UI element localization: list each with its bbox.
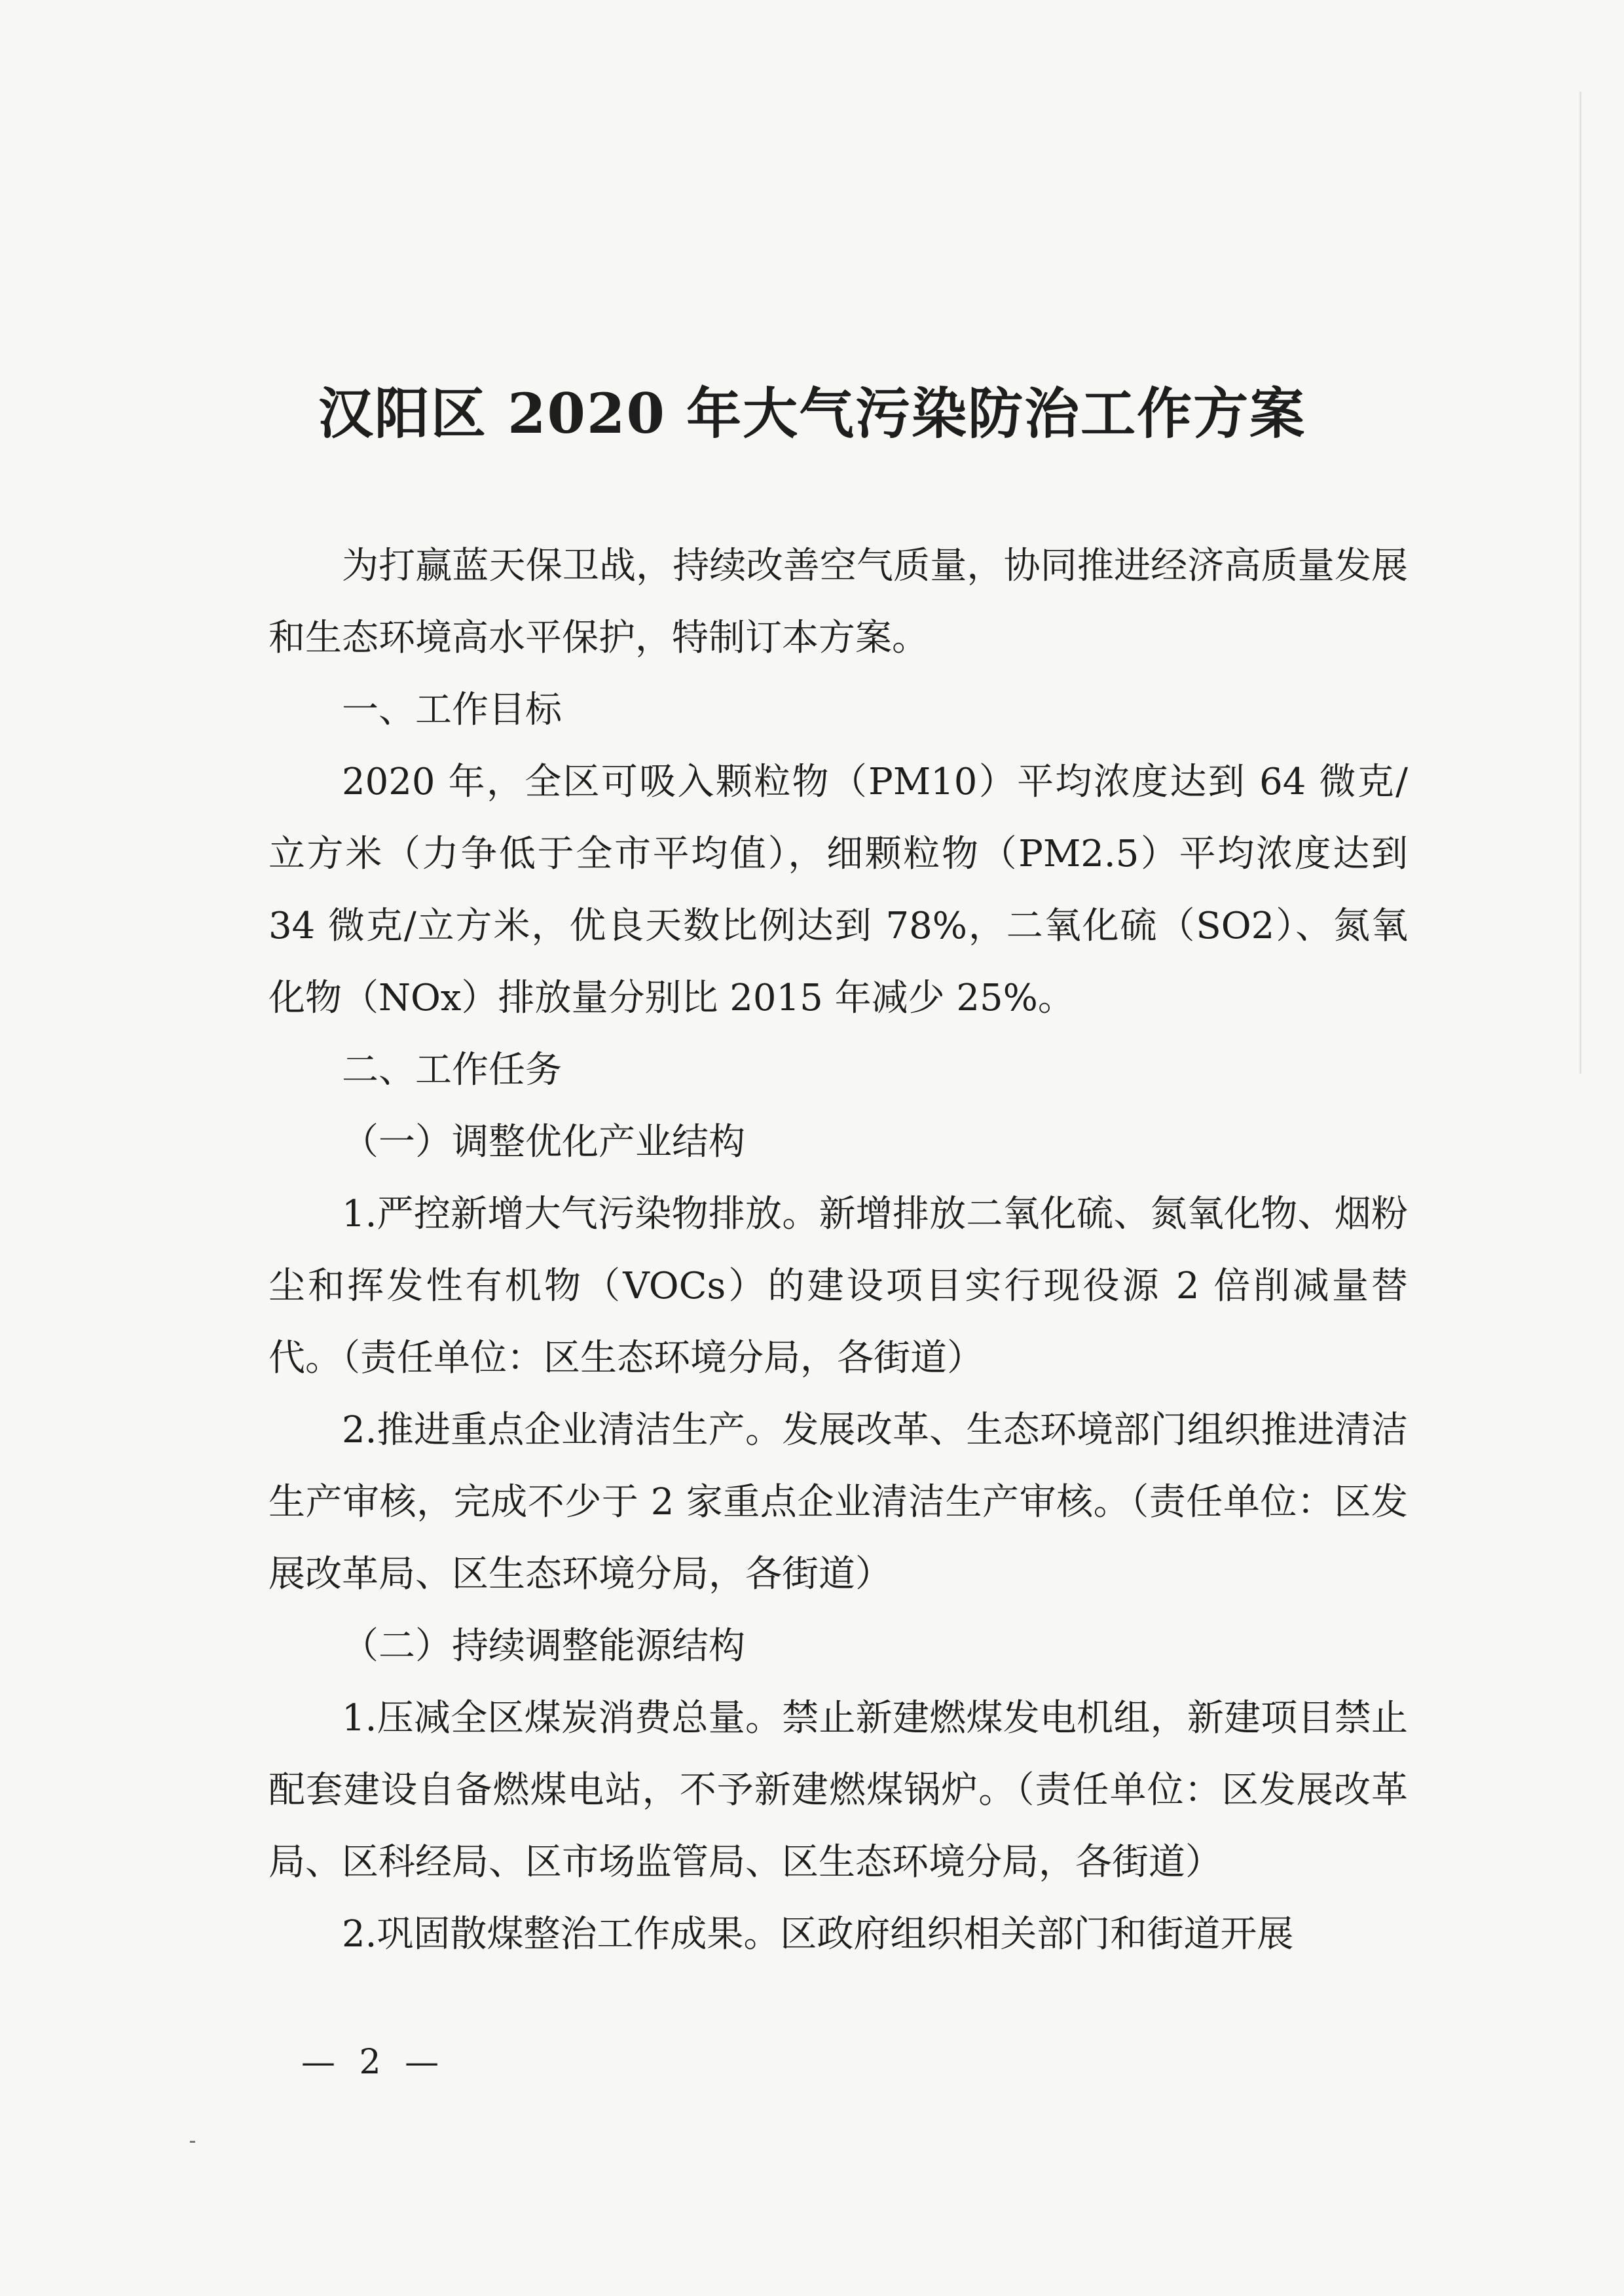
document-title: 汉阳区 2020 年大气污染防治工作方案 [318, 381, 1306, 446]
scan-speck [190, 2141, 195, 2143]
page-number: — 2 — [301, 2043, 446, 2082]
section-heading-tasks: 二、工作任务 [342, 1049, 562, 1091]
goals-paragraph: 2020 年，全区可吸入颗粒物（PM10）平均浓度达到 64 微克/立方米（力争低于全市平均值），细颗粒物（PM2.5）平均浓度达到 34 微克/立方米，优良天数比例达到 78%，二氧化硫（SO2）、氮氧化物（NOx）排放量分别比 2015 年减少 25%。 [268, 761, 1408, 1019]
task-paragraph-emissions: 1.严控新增大气污染物排放。新增排放二氧化硫、氮氧化物、烟粉尘和挥发性有机物（VOCs）的建设项目实行现役源 2 倍削减量替代。（责任单位：区生态环境分局，各街道） [268, 1193, 1408, 1379]
task-paragraph-clean-production: 2.推进重点企业清洁生产。发展改革、生态环境部门组织推进清洁生产审核，完成不少于 2 家重点企业清洁生产审核。（责任单位：区发展改革局、区生态环境分局，各街道） [268, 1409, 1408, 1595]
task-paragraph-loose-coal: 2.巩固散煤整治工作成果。区政府组织相关部门和街道开展 [342, 1913, 1294, 1956]
subsection-heading-industry: （一）调整优化产业结构 [342, 1121, 745, 1163]
subsection-heading-energy: （二）持续调整能源结构 [342, 1625, 745, 1667]
section-heading-goals: 一、工作目标 [342, 689, 562, 731]
intro-paragraph: 为打赢蓝天保卫战，持续改善空气质量，协同推进经济高质量发展和生态环境高水平保护，特制订本方案。 [268, 545, 1408, 659]
document-body [268, 530, 1408, 1971]
scan-page-edge [1579, 92, 1581, 1074]
task-paragraph-coal-reduction: 1.压减全区煤炭消费总量。禁止新建燃煤发电机组，新建项目禁止配套建设自备燃煤电站，不予新建燃煤锅炉。（责任单位：区发展改革局、区科经局、区市场监管局、区生态环境分局，各街道） [268, 1697, 1408, 1884]
